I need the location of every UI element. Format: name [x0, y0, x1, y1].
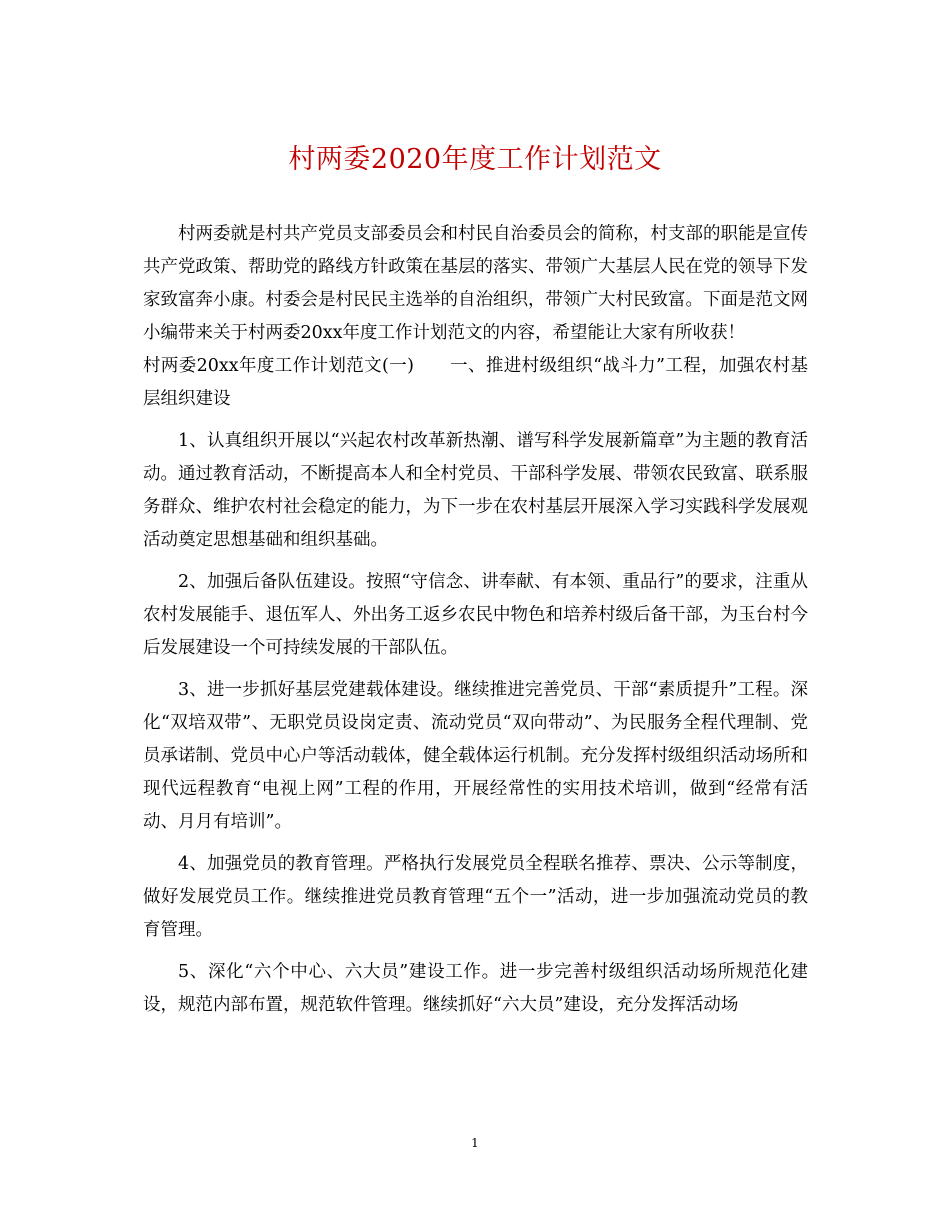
item-4-paragraph: 4、加强党员的教育管理。严格执行发展党员全程联名推荐、票决、公示等制度，做好发展党员工作。继续推进党员教育管理“五个一”活动，进一步加强流动党员的教育管理。	[143, 854, 808, 940]
document-body	[143, 218, 808, 1022]
item-1-paragraph: 1、认真组织开展以“兴起农村改革新热潮、谱写科学发展新篇章”为主题的教育活动。通过教育活动，不断提高本人和全村党员、干部科学发展、带领农民致富、联系服务群众、维护农村社会稳定的能力，为下一步在农村基层开展深入学习实践科学发展观活动奠定思想基础和组织基础。	[143, 431, 808, 550]
item-5-paragraph: 5、深化“六个中心、六大员”建设工作。进一步完善村级组织活动场所规范化建设，规范内部布置，规范软件管理。继续抓好“六大员”建设，充分发挥活动场	[143, 962, 808, 1015]
page-number: 1	[471, 1136, 479, 1150]
section-heading: 村两委20xx年度工作计划范文(一) 一、推进村级组织“战斗力”工程，加强农村基层组织建设	[143, 356, 808, 409]
item-3-paragraph: 3、进一步抓好基层党建载体建设。继续推进完善党员、干部“素质提升”工程。深化“双培双带”、无职党员设岗定责、流动党员“双向带动”、为民服务全程代理制、党员承诺制、党员中心户等活动载体，健全载体运行机制。充分发挥村级组织活动场所和现代远程教育“电视上网”工程的作用，开展经常性的实用技术培训，做到“经常有活动、月月有培训”。	[143, 680, 808, 832]
intro-paragraph: 村两委就是村共产党员支部委员会和村民自治委员会的简称，村支部的职能是宣传共产党政策、帮助党的路线方针政策在基层的落实、带领广大基层人民在党的领导下发家致富奔小康。村委会是村民民主选举的自治组织，带领广大村民致富。下面是范文网小编带来关于村两委20xx年度工作计划范文的内容，希望能让大家有所收获！	[143, 224, 808, 343]
item-2-paragraph: 2、加强后备队伍建设。按照“守信念、讲奉献、有本领、重品行”的要求，注重从农村发展能手、退伍军人、外出务工返乡农民中物色和培养村级后备干部，为玉台村今后发展建设一个可持续发展的干部队伍。	[143, 572, 808, 658]
document-title: 村两委2020年度工作计划范文	[288, 144, 662, 175]
